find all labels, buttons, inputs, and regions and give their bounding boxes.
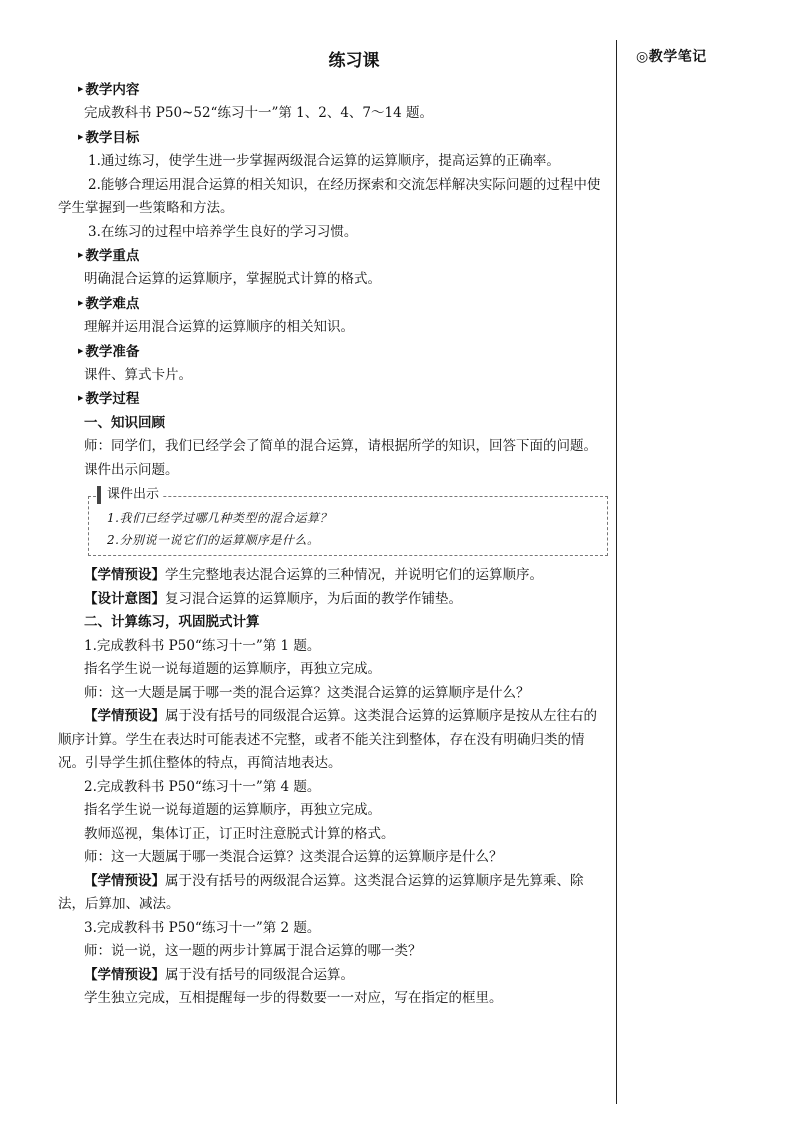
page-title: 练习课	[328, 51, 380, 71]
paragraph: 1.完成教科书 P50“练习十一”第 1 题。	[84, 637, 321, 654]
paragraph: 3.完成教科书 P50“练习十一”第 2 题。	[84, 919, 321, 936]
heading-text: 教学内容	[85, 81, 140, 98]
notes-label: ◎教学笔记	[636, 49, 707, 65]
preset-paragraph	[58, 705, 610, 776]
courseware-box	[88, 487, 608, 556]
section-heading-prep	[58, 340, 610, 364]
teacher-line: 师：同学们，我们已经学会了简单的混合运算，请根据所学的知识，回答下面的问题。	[84, 438, 597, 454]
paragraph: 指名学生说一说每道题的运算顺序，再独立完成。	[84, 802, 381, 818]
teacher-line: 师：这一大题属于哪一类混合运算？这类混合运算的运算顺序是什么？	[84, 849, 503, 865]
triangle-bullet-icon: ▶	[78, 394, 84, 403]
paragraph: 课件出示问题。	[84, 461, 179, 478]
teacher-line: 师：这一大题是属于哪一类的混合运算？这类混合运算的运算顺序是什么？	[84, 684, 530, 701]
goal-item: 1.通过练习，使学生进一步掌握两级混合运算的运算顺序，提高运算的正确率。	[88, 153, 560, 169]
courseware-question: 1.我们已经学过哪几种类型的混合运算？	[107, 511, 332, 525]
design-paragraph	[58, 588, 610, 612]
notes-column-divider	[616, 40, 617, 1104]
triangle-bullet-icon: ▶	[78, 132, 84, 141]
heading-text: 教学准备	[85, 343, 140, 360]
lesson-plan	[58, 44, 610, 1011]
preset-tag: 【学情预设】	[84, 966, 165, 983]
heading-text: 教学过程	[85, 391, 140, 407]
goal-item: 2.能够合理运用混合运算的相关知识，在经历探索和交流怎样解决实际问题的过程中使学生掌握到一些策略和方法。	[58, 176, 601, 216]
teacher-line: 师：说一说，这一题的两步计算属于混合运算的哪一类？	[84, 943, 422, 959]
preset-text: 属于没有括号的两级混合运算。这类混合运算的运算顺序是先算乘、除法，后算加、减法。	[58, 872, 584, 912]
content-text: 完成教科书 P50~52“练习十一”第 1、2、4、7～14 题。	[84, 105, 433, 122]
preset-tag: 【学情预设】	[84, 708, 165, 724]
section-heading-key	[58, 244, 610, 268]
paragraph: 2.完成教科书 P50“练习十一”第 4 题。	[84, 778, 321, 795]
courseware-question: 2.分别说一说它们的运算顺序是什么。	[107, 533, 320, 547]
section-heading-content	[58, 78, 610, 102]
goal-item: 3.在练习的过程中培养学生良好的学习习惯。	[88, 223, 358, 240]
part1-heading: 一、知识回顾	[84, 414, 165, 431]
preset-text: 学生完整地表达混合运算的三种情况，并说明它们的运算顺序。	[165, 567, 543, 583]
section-heading-process	[58, 387, 610, 411]
heading-text: 教学难点	[85, 295, 140, 312]
preset-text: 属于没有括号的同级混合运算。这类混合运算的运算顺序是按从左往右的顺序计算。学生在表达时可能表述不完整，或者不能关注到整体，存在没有明确归类的情况。引导学生抓住整体的特点，再简洁地表达。	[58, 708, 597, 771]
triangle-bullet-icon: ▶	[78, 85, 84, 93]
section-heading-goals	[58, 126, 610, 150]
triangle-bullet-icon: ▶	[78, 346, 84, 355]
preset-paragraph	[58, 964, 610, 988]
paragraph: 学生独立完成，互相提醒每一步的得数要一一对应，写在指定的框里。	[84, 990, 503, 1006]
prep-text: 课件、算式卡片。	[84, 366, 192, 383]
paragraph: 指名学生说一说每道题的运算顺序，再独立完成。	[84, 661, 381, 677]
courseware-box-label: 课件出示	[97, 486, 163, 504]
preset-paragraph	[58, 564, 610, 588]
design-tag: 【设计意图】	[84, 590, 165, 607]
preset-paragraph	[58, 870, 610, 917]
heading-text: 教学重点	[85, 247, 140, 264]
heading-text: 教学目标	[85, 129, 140, 146]
paragraph: 教师巡视，集体订正，订正时注意脱式计算的格式。	[84, 825, 395, 842]
preset-text: 属于没有括号的同级混合运算。	[165, 966, 354, 983]
preset-tag: 【学情预设】	[84, 872, 165, 889]
triangle-bullet-icon: ▶	[78, 251, 84, 259]
preset-tag: 【学情预设】	[84, 567, 165, 583]
difficulty-text: 理解并运用混合运算的运算顺序的相关知识。	[84, 319, 354, 335]
section-heading-difficulty	[58, 292, 610, 316]
triangle-bullet-icon: ▶	[78, 298, 84, 307]
design-text: 复习混合运算的运算顺序，为后面的教学作铺垫。	[165, 590, 462, 607]
key-text: 明确混合运算的运算顺序，掌握脱式计算的格式。	[84, 271, 381, 288]
part2-heading: 二、计算练习，巩固脱式计算	[84, 614, 260, 630]
